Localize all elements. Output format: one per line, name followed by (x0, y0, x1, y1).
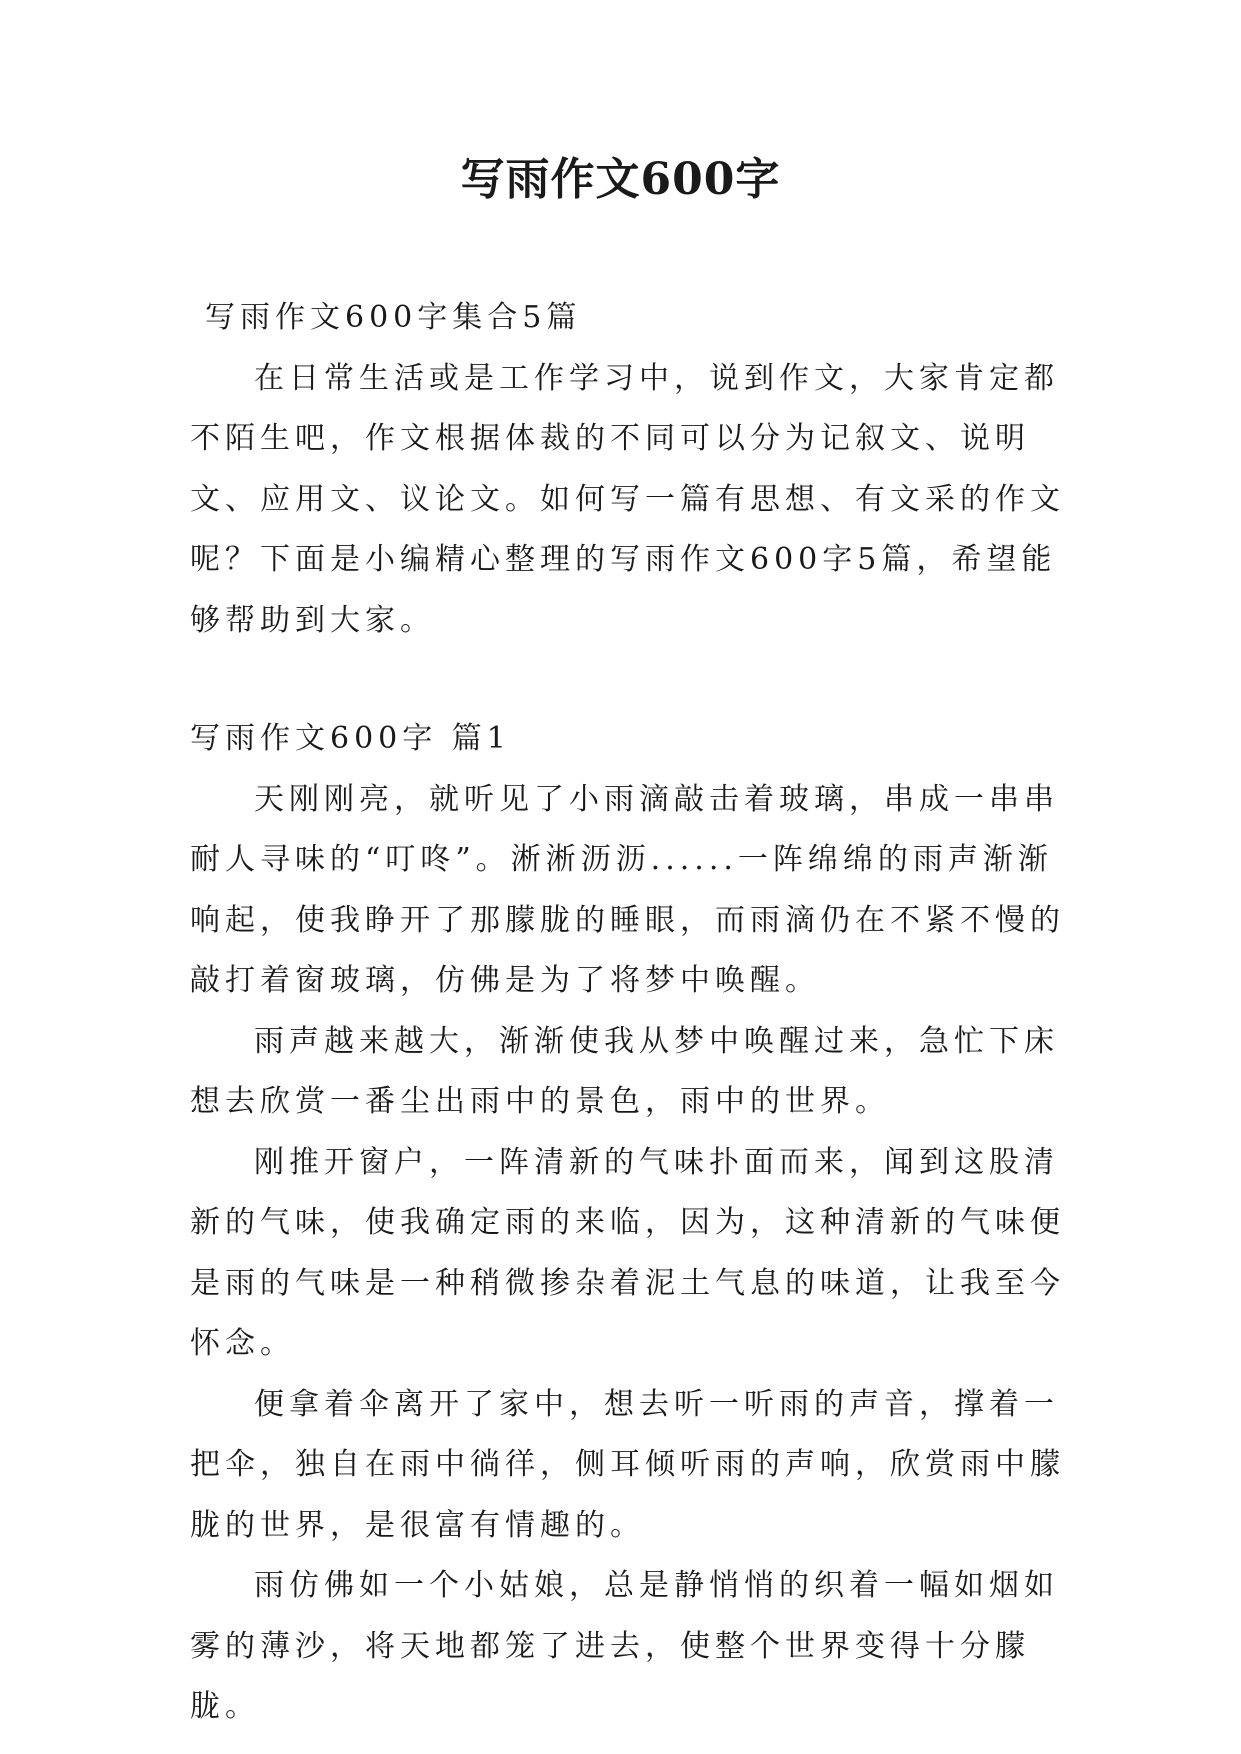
body-paragraph: 雨声越来越大，渐渐使我从梦中唤醒过来，急忙下床想去欣赏一番尘出雨中的景色，雨中的世界。 (190, 1023, 1059, 1119)
document-subtitle: 写雨作文600字集合5篇 (205, 300, 582, 335)
body-paragraph: 便拿着伞离开了家中，想去听一听雨的声音，撑着一把伞，独自在雨中徜徉，侧耳倾听雨的声响，欣赏雨中朦胧的世界，是很富有情趣的。 (190, 1386, 1065, 1543)
body-paragraph: 天刚刚亮，就听见了小雨滴敲击着玻璃，串成一串串耐人寻味的“叮咚”。淅淅沥沥......一阵绵绵的雨声渐渐响起，使我睁开了那朦胧的睡眼，而雨滴仍在不紧不慢的敲打着窗玻璃，仿佛是为了将梦中唤醒。 (190, 781, 1065, 998)
section-heading: 写雨作文600字 篇1 (190, 721, 511, 756)
document-body (190, 288, 1070, 1738)
body-paragraph: 刚推开窗户，一阵清新的气味扑面而来，闻到这股清新的气味，使我确定雨的来临，因为，这种清新的气味便是雨的气味是一种稍微掺杂着泥土气息的味道，让我至今怀念。 (190, 1144, 1065, 1361)
body-paragraph: 雨仿佛如一个小姑娘，总是静悄悄的织着一幅如烟如雾的薄沙，将天地都笼了进去，使整个世界变得十分朦胧。 (190, 1568, 1059, 1724)
document-title: 写雨作文600字 (460, 154, 781, 205)
intro-paragraph: 在日常生活或是工作学习中，说到作文，大家肯定都不陌生吧，作文根据体裁的不同可以分为记叙文、说明文、应用文、议论文。如何写一篇有思想、有文采的作文呢？下面是小编精心整理的写雨作文600字5篇，希望能够帮助到大家。 (190, 360, 1065, 638)
